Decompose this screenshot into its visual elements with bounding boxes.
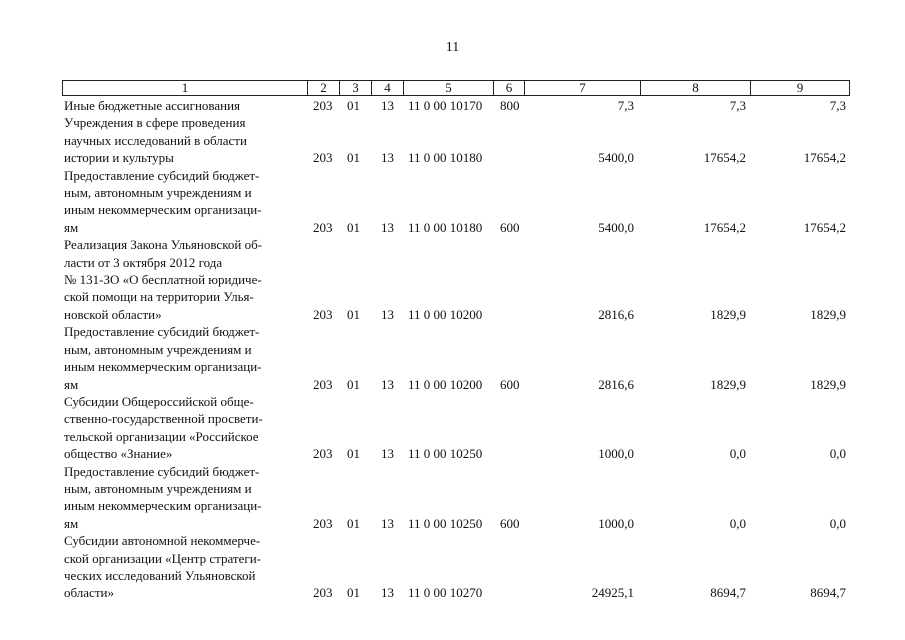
header-col-4: 4 [372, 81, 404, 95]
row-code-2: 203 [313, 150, 333, 166]
header-col-5: 5 [404, 81, 494, 95]
row-code-3: 01 [347, 219, 360, 235]
row-name: Предоставление субсидий бюджет- ным, автономным учреждениям и иным некоммерческим организаци- ям [64, 167, 262, 235]
table-row [0, 167, 905, 237]
table-row [0, 97, 905, 114]
row-code-3: 01 [347, 515, 360, 531]
row-code-4: 13 [381, 150, 394, 166]
row-code-3: 01 [347, 446, 360, 462]
row-code-4: 13 [381, 515, 394, 531]
row-value-7: 1000,0 [598, 446, 634, 462]
row-code-6: 600 [500, 376, 520, 392]
page-number: 11 [445, 40, 460, 55]
row-value-8: 1829,9 [710, 376, 746, 392]
row-code-5: 11 0 00 10180 [408, 150, 483, 166]
row-code-2: 203 [313, 515, 333, 531]
table-row [0, 114, 905, 166]
row-code-5: 11 0 00 10250 [408, 446, 483, 462]
row-value-7: 5400,0 [598, 150, 634, 166]
row-code-2: 203 [313, 98, 333, 113]
row-code-2: 203 [313, 446, 333, 462]
row-value-7: 2816,6 [598, 306, 634, 322]
row-value-9: 1829,9 [810, 306, 846, 322]
row-value-8: 0,0 [729, 515, 746, 531]
row-value-8: 17654,2 [703, 219, 746, 235]
row-value-9: 7,3 [829, 98, 846, 113]
row-name: Предоставление субсидий бюджет- ным, автономным учреждениям и иным некоммерческим организаци- ям [64, 324, 262, 392]
row-code-5: 11 0 00 10200 [408, 376, 483, 392]
row-code-3: 01 [347, 585, 360, 601]
row-name: Реализация Закона Ульяновской об- ласти от 3 октября 2012 года № 131-ЗО «О бесплатной юридиче- ской помощи на территории Улья- новской области» [64, 237, 263, 322]
row-name: Иные бюджетные ассигнования [64, 98, 241, 113]
row-value-8: 17654,2 [703, 150, 746, 166]
table-row [0, 393, 905, 463]
header-col-6: 6 [494, 81, 525, 95]
row-code-2: 203 [313, 376, 333, 392]
row-value-7: 2816,6 [598, 376, 634, 392]
header-col-8: 8 [641, 81, 751, 95]
row-code-4: 13 [381, 306, 394, 322]
row-value-7: 5400,0 [598, 219, 634, 235]
row-value-8: 8694,7 [710, 585, 746, 601]
row-code-6: 600 [500, 515, 520, 531]
row-code-3: 01 [347, 150, 360, 166]
header-col-2: 2 [308, 81, 340, 95]
row-code-2: 203 [313, 219, 333, 235]
row-code-2: 203 [313, 585, 333, 601]
row-value-8: 0,0 [729, 446, 746, 462]
row-code-4: 13 [381, 376, 394, 392]
row-value-8: 7,3 [729, 98, 746, 113]
row-code-4: 13 [381, 585, 394, 601]
table-body [0, 97, 905, 602]
table-row [0, 236, 905, 323]
row-value-9: 0,0 [829, 515, 846, 531]
table-row [0, 323, 905, 393]
row-code-6: 800 [500, 98, 520, 113]
row-code-3: 01 [347, 376, 360, 392]
header-col-1: 1 [63, 81, 308, 95]
row-code-5: 11 0 00 10250 [408, 515, 483, 531]
row-code-2: 203 [313, 306, 333, 322]
row-value-7: 1000,0 [598, 515, 634, 531]
row-value-9: 0,0 [829, 446, 846, 462]
row-name: Учреждения в сфере проведения научных исследований в области истории и культуры [64, 115, 247, 166]
row-value-9: 1829,9 [810, 376, 846, 392]
row-name: Предоставление субсидий бюджет- ным, автономным учреждениям и иным некоммерческим организаци- ям [64, 463, 262, 531]
row-value-9: 17654,2 [803, 150, 846, 166]
row-code-4: 13 [381, 98, 394, 113]
table-row [0, 463, 905, 533]
row-code-3: 01 [347, 98, 360, 113]
row-code-5: 11 0 00 10170 [408, 98, 483, 113]
row-value-7: 7,3 [617, 98, 634, 113]
row-code-5: 11 0 00 10270 [408, 585, 483, 601]
table-row [0, 532, 905, 602]
row-code-6: 600 [500, 219, 520, 235]
row-value-9: 8694,7 [810, 585, 846, 601]
row-code-5: 11 0 00 10200 [408, 306, 483, 322]
header-col-9: 9 [796, 80, 804, 95]
row-value-7: 24925,1 [591, 585, 634, 601]
row-value-8: 1829,9 [710, 306, 746, 322]
row-code-5: 11 0 00 10180 [408, 219, 483, 235]
row-value-9: 17654,2 [803, 219, 846, 235]
row-name: Субсидии Общероссийской обще- ственно-государственной просвети- тельской организации «Российское общество «Знание» [64, 393, 263, 462]
row-code-4: 13 [381, 446, 394, 462]
header-col-3: 3 [340, 81, 372, 95]
row-code-4: 13 [381, 219, 394, 235]
row-code-3: 01 [347, 306, 360, 322]
row-name: Субсидии автономной некоммерче- ской организации «Центр стратеги- ческих исследований Ульяновской области» [64, 533, 261, 601]
header-col-7: 7 [525, 81, 641, 95]
table-header [62, 80, 850, 96]
